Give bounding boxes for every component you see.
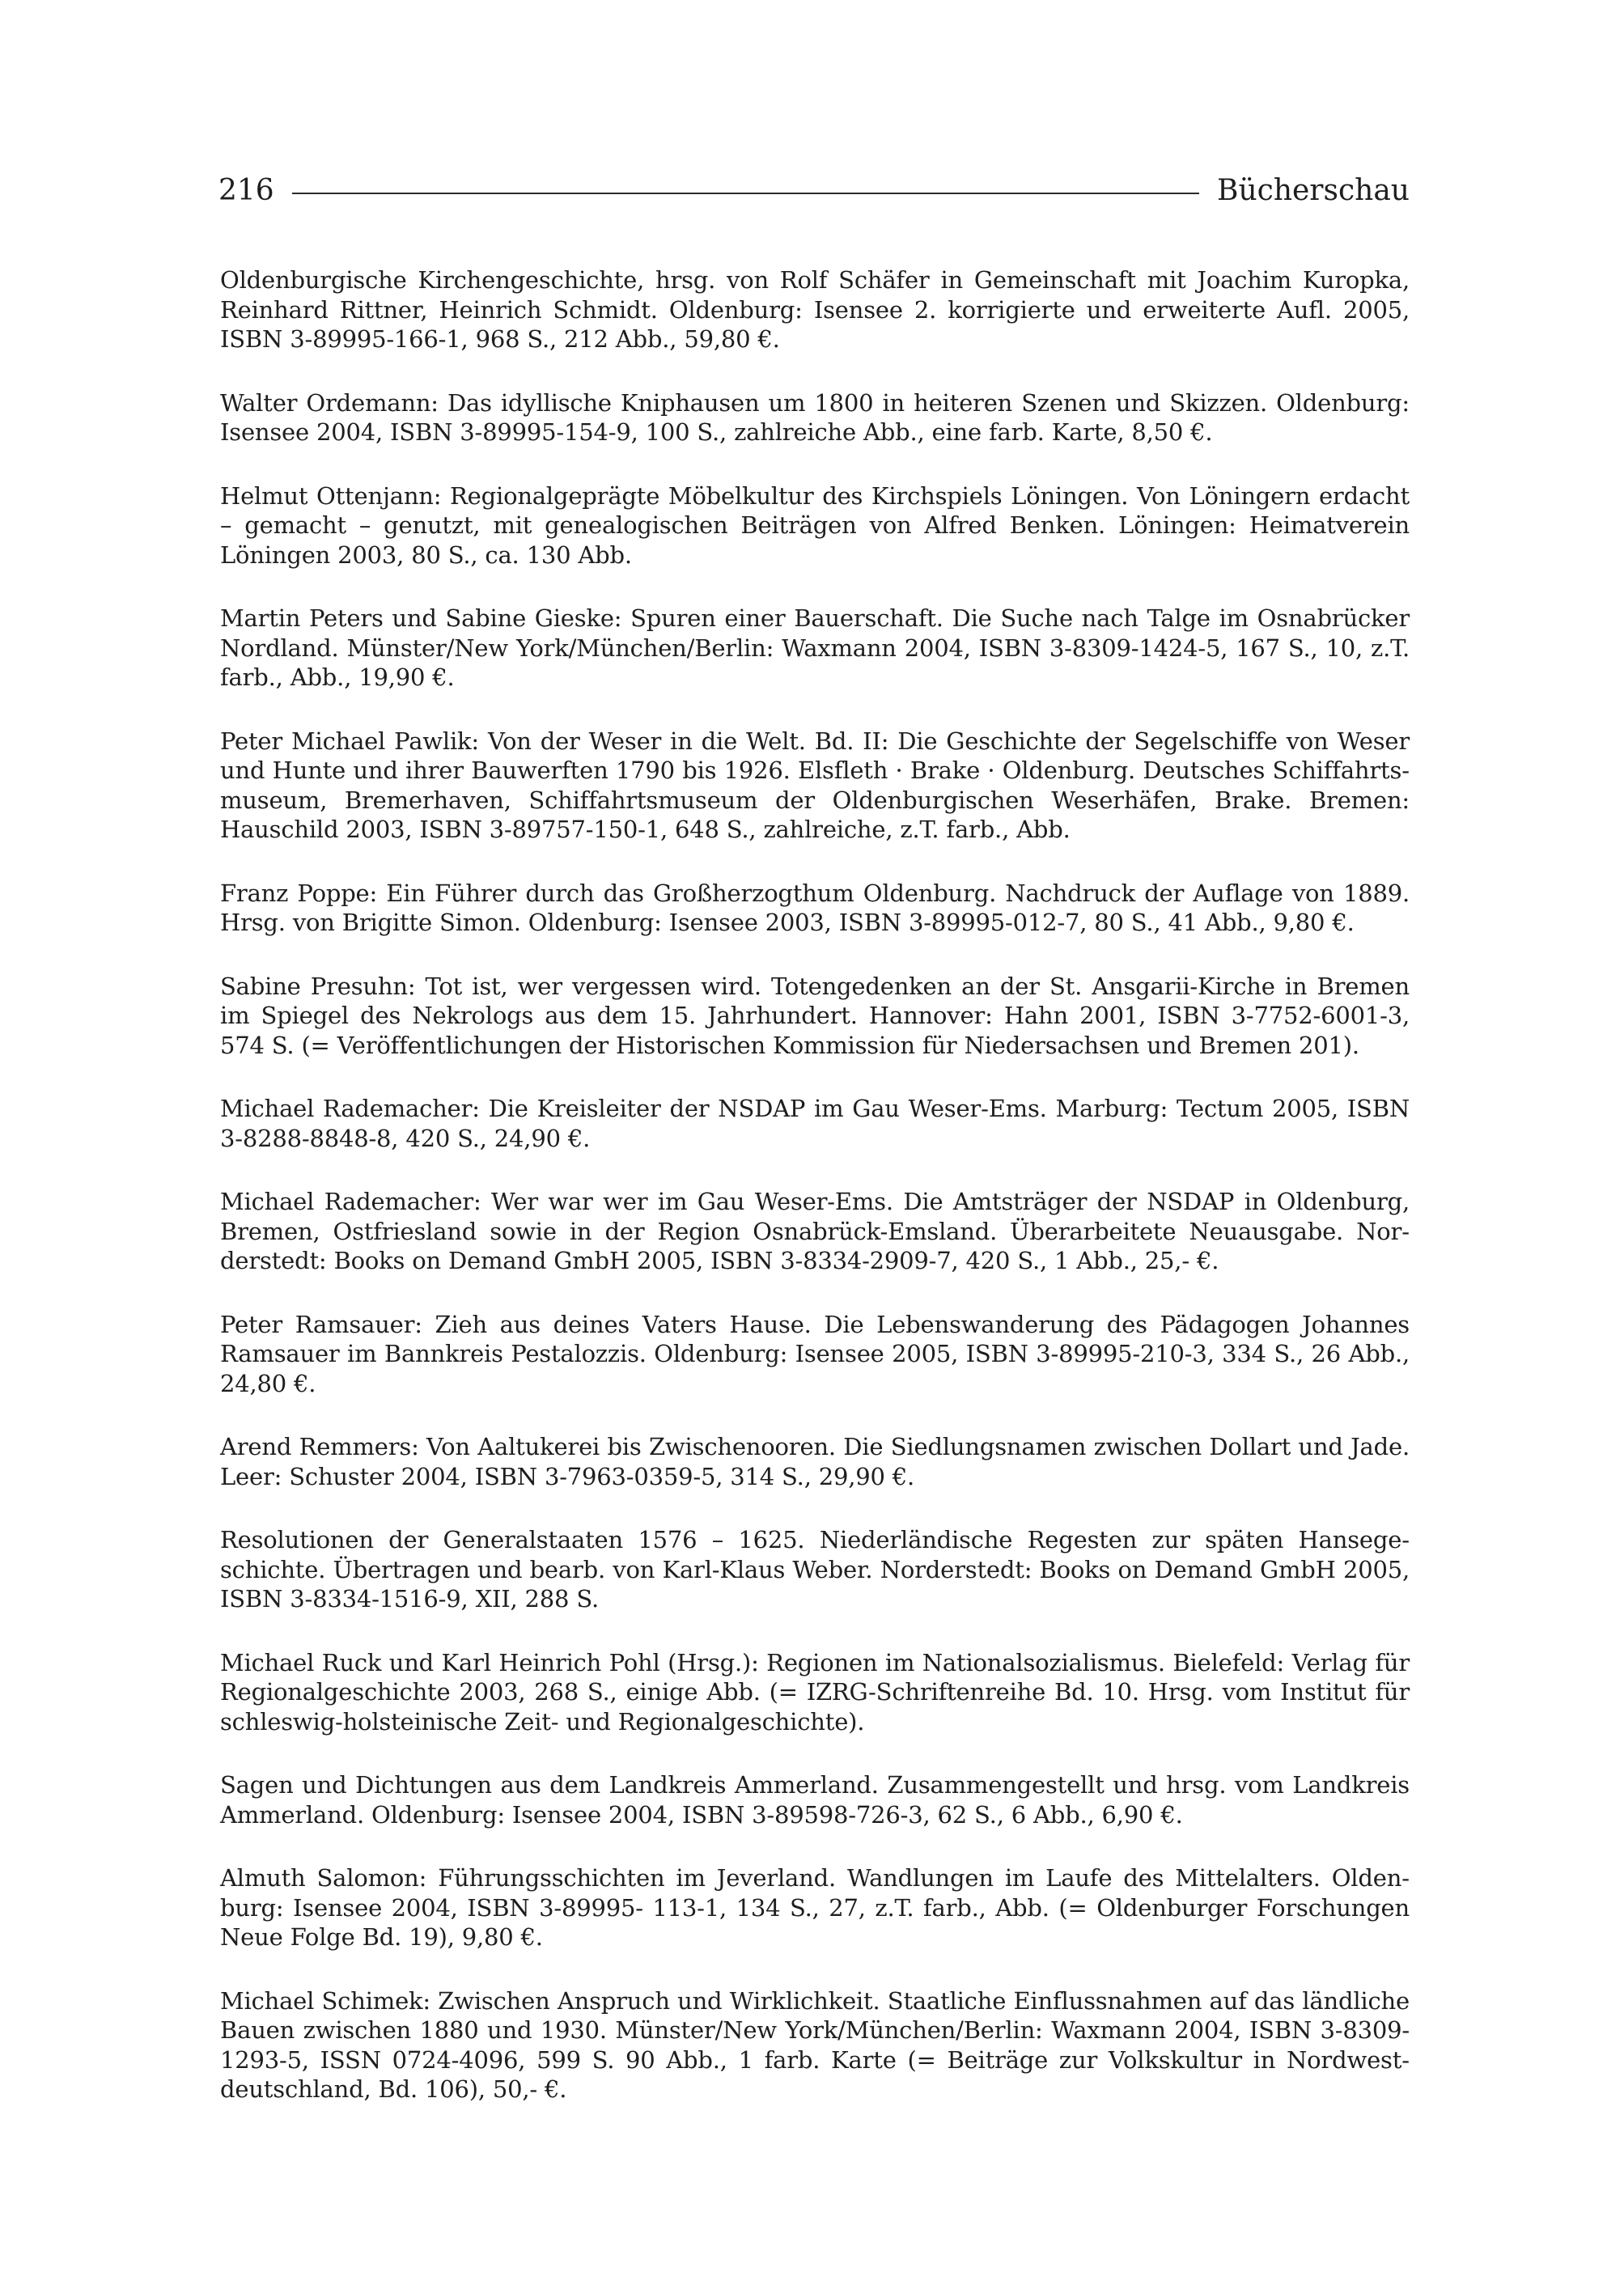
bibliography-entry: Peter Michael Pawlik: Von der Weser in die Welt. Bd. II: Die Geschichte der Segelschiffe von Weser und Hunte und ihrer Bauwerften 1790 bis 1926. Elsfleth · Brake · Oldenburg. Deutsches Schiffahrtsmuseum, Bremerhaven, Schiffahrtsmuseum der Oldenburgischen Weserhäfen, Brake. Bremen: Hauschild 2003, ISBN 3-89757-150-1, 648 S., zahlreiche, z.T. farb., Abb. [220,727,1410,843]
running-header [218,166,1410,214]
bibliography-entry: Martin Peters und Sabine Gieske: Spuren einer Bauerschaft. Die Suche nach Talge im Osnabrücker Nordland. Münster/New York/München/Berlin: Waxmann 2004, ISBN 3-8309-1424-5, 167 S., 10, z.T. farb., Abb., 19,90 €. [220,604,1410,691]
bibliography-entry: Michael Ruck und Karl Heinrich Pohl (Hrsg.): Regionen im Nationalsozialismus. Bielefeld: Verlag für Regionalgeschichte 2003, 268 S., einige Abb. (= IZRG-Schriftenreihe Bd. 10. Hrsg. vom Institut für schleswig-holsteinische Zeit- und Regionalgeschichte). [220,1648,1410,1736]
bibliography-entry: Sabine Presuhn: Tot ist, wer vergessen wird. Totengedenken an der St. Ansgarii-Kirche in Bremen im Spiegel des Nekrologs aus dem 15. Jahrhundert. Hannover: Hahn 2001, ISBN 3-7752-6001-3, 574 S. (= Veröffentlichungen der Historischen Kommission für Niedersachsen und Bremen 201). [220,972,1410,1059]
bibliography-entry: Franz Poppe: Ein Führer durch das Großherzogthum Oldenburg. Nachdruck der Auflage von 1889. Hrsg. von Brigitte Simon. Oldenburg: Isensee 2003, ISBN 3-89995-012-7, 80 S., 41 Abb., 9,80 €. [220,879,1410,936]
section-title: Bücherschau [1217,173,1410,207]
bibliography-entry: Oldenburgische Kirchengeschichte, hrsg. von Rolf Schäfer in Gemeinschaft mit Joachim Kuropka, Reinhard Rittner, Heinrich Schmidt. Oldenburg: Isensee 2. korrigierte und erweiterte Aufl. 2005, ISBN 3-89995-166-1, 968 S., 212 Abb., 59,80 €. [220,266,1410,353]
bibliography-entry: Michael Schimek: Zwischen Anspruch und Wirklichkeit. Staatliche Einflussnahmen auf das ländliche Bauen zwischen 1880 und 1930. Münster/New York/München/Berlin: Waxmann 2004, ISBN 3-8309-1293-5, ISSN 0724-4096, 599 S. 90 Abb., 1 farb. Karte (= Beiträge zur Volkskultur in Nordwestdeutschland, Bd. 106), 50,- €. [220,1986,1410,2103]
bibliography-entry: Arend Remmers: Von Aaltukerei bis Zwischenooren. Die Siedlungsnamen zwischen Dollart und Jade. Leer: Schuster 2004, ISBN 3-7963-0359-5, 314 S., 29,90 €. [220,1433,1410,1490]
bibliography-entry: Peter Ramsauer: Zieh aus deines Vaters Hause. Die Lebenswanderung des Pädagogen Johannes Ramsauer im Bannkreis Pestalozzis. Oldenburg: Isensee 2005, ISBN 3-89995-210-3, 334 S., 26 Abb., 24,80 €. [220,1310,1410,1397]
bibliography-entry: Walter Ordemann: Das idyllische Kniphausen um 1800 in heiteren Szenen und Skizzen. Oldenburg: Isensee 2004, ISBN 3-89995-154-9, 100 S., zahlreiche Abb., eine farb. Karte, 8,50 €. [220,388,1410,446]
bibliography-entry: Helmut Ottenjann: Regionalgeprägte Möbelkultur des Kirchspiels Löningen. Von Löningern erdacht – gemacht – genutzt, mit genealogischen Beiträgen von Alfred Benken. Löningen: Heimatverein Löningen 2003, 80 S., ca. 130 Abb. [220,481,1410,569]
bibliography-entry: Resolutionen der Generalstaaten 1576 – 1625. Niederländische Regesten zur späten Hansegeschichte. Übertragen und bearb. von Karl-Klaus Weber. Norderstedt: Books on Demand GmbH 2005, ISBN 3-8334-1516-9, XII, 288 S. [220,1526,1410,1613]
header-rule [292,193,1199,194]
bibliography-entry: Michael Rademacher: Die Kreisleiter der NSDAP im Gau Weser-Ems. Marburg: Tectum 2005, ISBN 3-8288-8848-8, 420 S., 24,90 €. [220,1095,1410,1152]
page-number: 216 [218,173,274,207]
bibliography-entry: Almuth Salomon: Führungsschichten im Jeverland. Wandlungen im Laufe des Mittelalters. Oldenburg: Isensee 2004, ISBN 3-89995- 113-1, 134 S., 27, z.T. farb., Abb. (= Oldenburger Forschungen Neue Folge Bd. 19), 9,80 €. [220,1864,1410,1951]
bibliography-entry: Michael Rademacher: Wer war wer im Gau Weser-Ems. Die Amtsträger der NSDAP in Oldenburg, Bremen, Ostfriesland sowie in der Region Osnabrück-Emsland. Überarbeitete Neuausgabe. Norderstedt: Books on Demand GmbH 2005, ISBN 3-8334-2909-7, 420 S., 1 Abb., 25,- €. [220,1188,1410,1274]
bibliography-entry: Sagen und Dichtungen aus dem Landkreis Ammerland. Zusammengestellt und hrsg. vom Landkreis Ammerland. Oldenburg: Isensee 2004, ISBN 3-89598-726-3, 62 S., 6 Abb., 6,90 €. [220,1771,1410,1829]
bibliography-list [220,265,1410,2138]
